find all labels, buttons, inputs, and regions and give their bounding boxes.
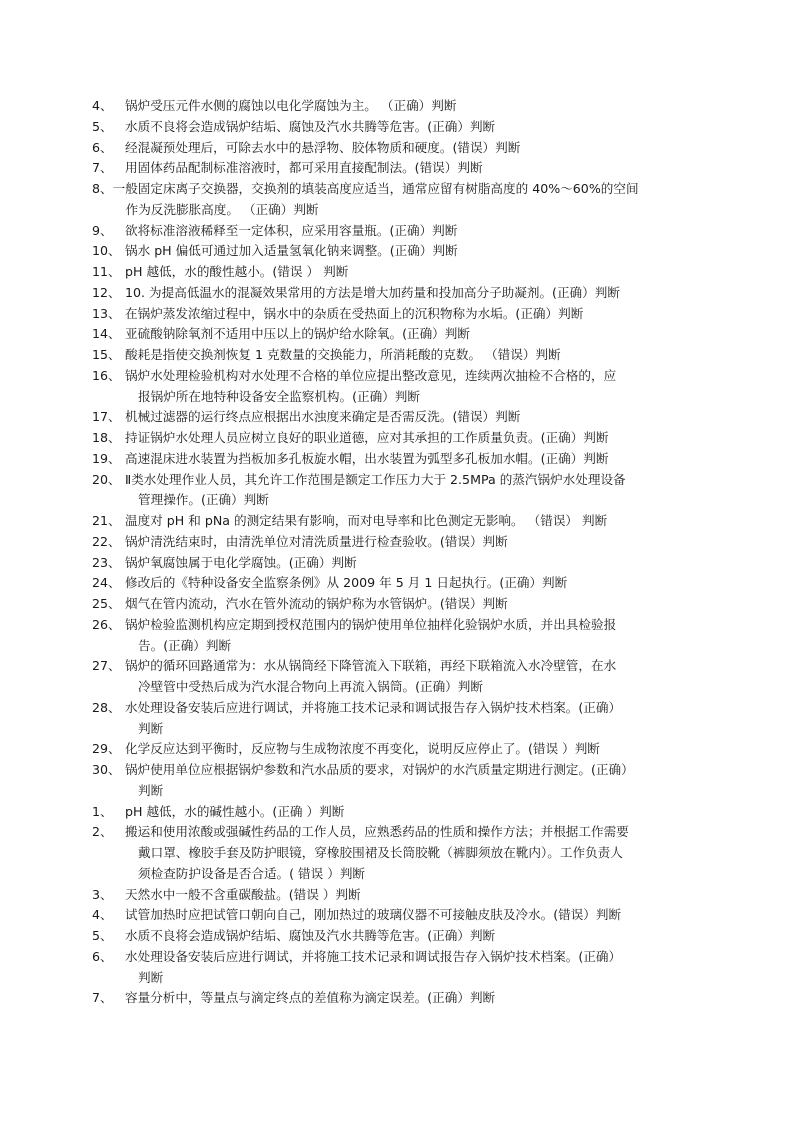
question-item xyxy=(92,262,692,283)
question-item xyxy=(92,470,692,512)
question-line-continued: 报锅炉所在地特种设备安全监察机构。(正确）判断 xyxy=(138,388,420,404)
question-item xyxy=(92,158,692,179)
question-number: 26、 xyxy=(92,616,121,632)
question-line: 化学反应达到平衡时，反应物与生成物浓度不再变化，说明反应停止了。(错误 ）判断 xyxy=(125,741,600,757)
question-item xyxy=(92,428,692,449)
question-line: 水处理设备安装后应进行调试，并将施工技术记录和调试报告存入锅炉技术档案。(正确） xyxy=(125,699,622,715)
question-number: 16、 xyxy=(92,367,121,383)
question-line: 锅炉的循环回路通常为：水从锅筒经下降管流入下联箱，再经下联箱流入水冷壁管，在水 xyxy=(125,658,617,674)
question-number: 6、 xyxy=(92,948,113,964)
question-item xyxy=(92,615,692,657)
question-item xyxy=(92,988,692,1009)
question-number: 8、 xyxy=(92,181,113,196)
question-text xyxy=(125,96,692,117)
question-line-continued: 戴口罩、橡胶手套及防护眼镜，穿橡胶围裙及长筒胶靴（裤脚须放在靴内）。工作负责人 xyxy=(138,845,623,860)
question-item xyxy=(92,885,692,906)
question-item xyxy=(92,739,692,760)
question-number: 7、 xyxy=(92,990,113,1006)
question-item xyxy=(92,345,692,366)
question-number: 10、 xyxy=(92,243,121,259)
question-item xyxy=(92,117,692,138)
question-number: 5、 xyxy=(92,118,113,134)
question-item xyxy=(92,822,692,884)
question-text xyxy=(125,262,692,283)
question-number: 27、 xyxy=(92,658,121,674)
question-line: 在锅炉蒸发浓缩过程中，锅水中的杂质在受热面上的沉积物称为水垢。(正确）判断 xyxy=(125,305,584,321)
question-line: 锅炉受压元件水侧的腐蚀以电化学腐蚀为主。 （正确）判断 xyxy=(125,98,457,113)
question-item xyxy=(92,553,692,574)
question-text xyxy=(125,283,692,304)
question-number: 12、 xyxy=(92,284,121,300)
question-line: pH 越低，水的酸性越小。(错误 ） 判断 xyxy=(125,264,349,279)
question-line-continued: 须检查防护设备是否合适。( 错误 ）判断 xyxy=(138,865,366,881)
question-number: 20、 xyxy=(92,471,121,487)
question-text xyxy=(125,138,692,159)
question-text xyxy=(125,926,692,947)
question-item xyxy=(92,366,692,408)
question-item xyxy=(92,594,692,615)
question-number: 9、 xyxy=(92,222,113,238)
question-text xyxy=(125,988,692,1009)
question-number: 24、 xyxy=(92,575,121,591)
question-item xyxy=(92,283,692,304)
question-text xyxy=(113,179,692,221)
question-text xyxy=(125,553,692,574)
question-number: 19、 xyxy=(92,450,121,466)
question-item xyxy=(92,96,692,117)
question-number: 18、 xyxy=(92,430,121,445)
question-text xyxy=(125,947,692,989)
question-text xyxy=(125,802,692,823)
question-number: 4、 xyxy=(92,98,113,113)
question-text xyxy=(125,573,692,594)
question-line-continued: 判断 xyxy=(138,969,164,985)
question-line: 锅炉检验监测机构应定期到授权范围内的锅炉使用单位抽样化验锅炉水质，并出具检验报 xyxy=(125,616,617,632)
question-item xyxy=(92,573,692,594)
question-number: 11、 xyxy=(92,264,121,279)
question-item xyxy=(92,511,692,532)
question-item xyxy=(92,656,692,698)
question-line-continued: 管理操作。(正确）判断 xyxy=(138,492,269,508)
question-line: 欲将标准溶液稀释至一定体积，应采用容量瓶。(正确）判断 xyxy=(125,222,458,238)
question-line: pH 越低，水的碱性越小。(正确 ）判断 xyxy=(125,803,345,819)
question-line: 温度对 pH 和 pNa 的测定结果有影响，而对电导率和比色测定无影响。 （错误） 判断 xyxy=(125,513,608,528)
question-number: 29、 xyxy=(92,741,121,757)
question-number: 30、 xyxy=(92,762,121,777)
question-item xyxy=(92,802,692,823)
question-text xyxy=(125,739,692,760)
question-text xyxy=(125,117,692,138)
question-line: 修改后的《特种设备安全监察条例》从 2009 年 5 月 1 日起执行。(正确）判断 xyxy=(125,575,568,591)
question-item xyxy=(92,698,692,740)
question-item xyxy=(92,138,692,159)
question-number: 6、 xyxy=(92,139,113,155)
question-text xyxy=(125,656,692,698)
question-text xyxy=(125,304,692,325)
question-number: 28、 xyxy=(92,699,121,715)
question-line-continued: 告。(正确）判断 xyxy=(138,637,232,653)
question-line: 机械过滤器的运行终点应根据出水浊度来确定是否需反洗。(错误）判断 xyxy=(125,409,521,425)
question-text xyxy=(125,532,692,553)
question-line-continued: 判断 xyxy=(138,720,164,736)
question-line: 锅炉氧腐蚀属于电化学腐蚀。(正确）判断 xyxy=(125,554,357,570)
question-line: 亚硫酸钠除氧剂不适用中压以上的锅炉给水除氧。(正确）判断 xyxy=(125,326,470,342)
question-number: 23、 xyxy=(92,554,121,570)
question-number: 17、 xyxy=(92,409,121,425)
question-line: 天然水中一般不含重碳酸盐。(错误 ）判断 xyxy=(125,886,361,902)
question-text xyxy=(125,407,692,428)
question-number: 7、 xyxy=(92,160,113,176)
question-line: 持证锅炉水处理人员应树立良好的职业道德，应对其承担的工作质量负责。(正确）判断 xyxy=(125,430,609,445)
question-item xyxy=(92,760,692,802)
question-number: 13、 xyxy=(92,305,121,321)
question-item xyxy=(92,947,692,989)
question-item xyxy=(92,304,692,325)
question-number: 14、 xyxy=(92,326,121,342)
question-line: 水处理设备安装后应进行调试，并将施工技术记录和调试报告存入锅炉技术档案。(正确） xyxy=(125,948,622,964)
question-text xyxy=(125,470,692,512)
question-line: 用固体药品配制标准溶液时，都可采用直接配制法。(错误）判断 xyxy=(125,160,483,176)
question-item xyxy=(92,407,692,428)
question-number: 21、 xyxy=(92,513,121,528)
question-item xyxy=(92,179,692,221)
question-text xyxy=(125,158,692,179)
question-text xyxy=(125,822,692,884)
question-text xyxy=(125,449,692,470)
question-line: 锅炉水处理检验机构对水处理不合格的单位应提出整改意见，连续两次抽检不合格的，应 xyxy=(125,367,617,383)
question-item xyxy=(92,926,692,947)
question-line: 水质不良将会造成锅炉结垢、腐蚀及汽水共腾等危害。(正确）判断 xyxy=(125,928,496,943)
question-number: 15、 xyxy=(92,347,121,362)
question-text xyxy=(125,885,692,906)
question-number: 4、 xyxy=(92,907,113,923)
question-item xyxy=(92,905,692,926)
question-number: 2、 xyxy=(92,824,113,840)
question-item xyxy=(92,241,692,262)
question-line: 酸耗是指使交换剂恢复 1 克数量的交换能力，所消耗酸的克数。 （错误）判断 xyxy=(125,347,561,362)
question-line: 容量分析中，等量点与滴定终点的差值称为滴定误差。(正确）判断 xyxy=(125,990,496,1006)
question-text xyxy=(125,241,692,262)
question-line: 锅水 pH 偏低可通过加入适量氢氧化钠来调整。(正确）判断 xyxy=(125,243,458,259)
question-text xyxy=(125,345,692,366)
question-text xyxy=(125,760,692,802)
question-text xyxy=(125,511,692,532)
question-number: 22、 xyxy=(92,533,121,549)
question-line: 经混凝预处理后，可除去水中的悬浮物、胶体物质和硬度。(错误）判断 xyxy=(125,139,521,155)
question-line: 烟气在管内流动，汽水在管外流动的锅炉称为水管锅炉。(错误）判断 xyxy=(125,596,508,611)
question-text xyxy=(125,366,692,408)
question-line-continued: 冷壁管中受热后成为汽水混合物向上再流入锅筒。(正确）判断 xyxy=(138,679,483,694)
question-item xyxy=(92,532,692,553)
question-item xyxy=(92,449,692,470)
question-line: 锅炉使用单位应根据锅炉参数和汽水品质的要求，对锅炉的水汽质量定期进行测定。(正确） xyxy=(125,762,634,777)
question-line: 水质不良将会造成锅炉结垢、腐蚀及汽水共腾等危害。(正确）判断 xyxy=(125,118,496,134)
question-line: 锅炉清洗结束时，由清洗单位对清洗质量进行检查验收。(错误）判断 xyxy=(125,533,508,549)
question-text xyxy=(125,324,692,345)
question-item xyxy=(92,324,692,345)
question-item xyxy=(92,221,692,242)
question-text xyxy=(125,615,692,657)
question-line: Ⅱ类水处理作业人员，其允许工作范围是额定工作压力大于 2.5MPa 的蒸汽锅炉水处理设备 xyxy=(125,471,626,487)
question-line: 10. 为提高低温水的混凝效果常用的方法是增大加药量和投加高分子助凝剂。(正确）判断 xyxy=(125,284,620,300)
question-text xyxy=(125,428,692,449)
question-line: 搬运和使用浓酸或强碱性药品的工作人员，应熟悉药品的性质和操作方法；并根据工作需要 xyxy=(125,824,629,840)
question-line: 试管加热时应把试管口朝向自己，刚加热过的玻璃仪器不可接触皮肤及冷水。(错误）判断 xyxy=(125,907,622,923)
question-number: 3、 xyxy=(92,886,113,902)
question-number: 25、 xyxy=(92,596,121,611)
question-number: 5、 xyxy=(92,928,113,943)
question-text xyxy=(125,594,692,615)
question-text xyxy=(125,221,692,242)
question-text xyxy=(125,698,692,740)
question-number: 1、 xyxy=(92,803,113,819)
question-list xyxy=(92,96,692,1009)
question-text xyxy=(125,905,692,926)
question-line: 一般固定床离子交换器，交换剂的填装高度应适当，通常应留有树脂高度的 40%～60%的空间 xyxy=(112,181,639,196)
question-line-continued: 作为反洗膨胀高度。 （正确）判断 xyxy=(125,201,319,217)
question-line-continued: 判断 xyxy=(138,782,164,798)
question-line: 高速混床进水装置为挡板加多孔板旋水帽，出水装置为弧型多孔板加水帽。(正确）判断 xyxy=(125,450,609,466)
